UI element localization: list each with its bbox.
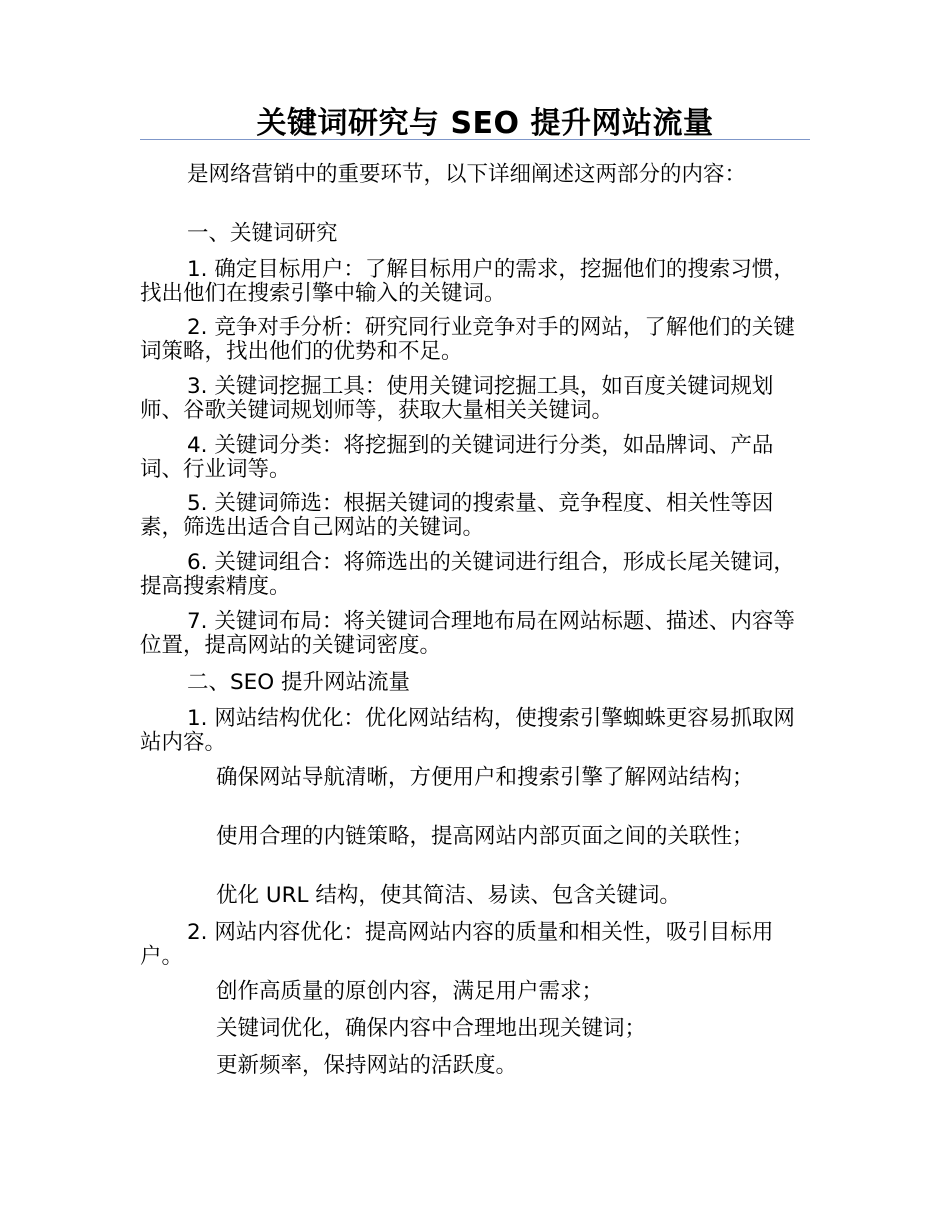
section1-item-4: 4. 关键词分类：将挖掘到的关键词进行分类，如品牌词、产品词、行业词等。 [140, 433, 774, 482]
section1-item-7: 7. 关键词布局：将关键词合理地布局在网站标题、描述、内容等位置，提高网站的关键词密度。 [140, 609, 795, 658]
section1-item-6: 6. 关键词组合：将筛选出的关键词进行组合，形成长尾关键词，提高搜索精度。 [140, 550, 795, 599]
section2-item-2-sub-1: 创作高质量的原创内容，满足用户需求； [216, 979, 604, 1004]
section1-item-3: 3. 关键词挖掘工具：使用关键词挖掘工具，如百度关键词规划师、谷歌关键词规划师等，获取大量相关关键词。 [140, 374, 774, 423]
section1-item-2: 2. 竞争对手分析：研究同行业竞争对手的网站，了解他们的关键词策略，找出他们的优势和不足。 [140, 315, 795, 364]
section2-heading: 二、SEO 提升网站流量 [187, 670, 410, 695]
intro-paragraph: 是网络营销中的重要环节，以下详细阐述这两部分的内容： [187, 162, 747, 187]
section2-item-1-sub-2: 使用合理的内链策略，提高网站内部页面之间的关联性； [216, 824, 754, 849]
section2-item-1-sub-1: 确保网站导航清晰，方便用户和搜索引擎了解网站结构； [216, 765, 754, 790]
section1-item-5: 5. 关键词筛选：根据关键词的搜索量、竞争程度、相关性等因素，筛选出适合自己网站的关键词。 [140, 491, 774, 540]
section2-item-1: 1. 网站结构优化：优化网站结构，使搜索引擎蜘蛛更容易抓取网站内容。 [140, 706, 795, 755]
section2-item-2: 2. 网站内容优化：提高网站内容的质量和相关性，吸引目标用户。 [140, 920, 774, 969]
section2-item-1-sub-3: 优化 URL 结构，使其简洁、易读、包含关键词。 [216, 883, 681, 908]
section1-heading: 一、关键词研究 [187, 221, 338, 246]
section2-item-2-sub-3: 更新频率，保持网站的活跃度。 [216, 1053, 518, 1078]
page-title: 关键词研究与 SEO 提升网站流量 [256, 106, 714, 141]
title-underline [140, 139, 810, 140]
section2-item-2-sub-2: 关键词优化，确保内容中合理地出现关键词； [216, 1016, 647, 1041]
section1-item-1: 1. 确定目标用户：了解目标用户的需求，挖掘他们的搜索习惯，找出他们在搜索引擎中输入的关键词。 [140, 257, 795, 306]
